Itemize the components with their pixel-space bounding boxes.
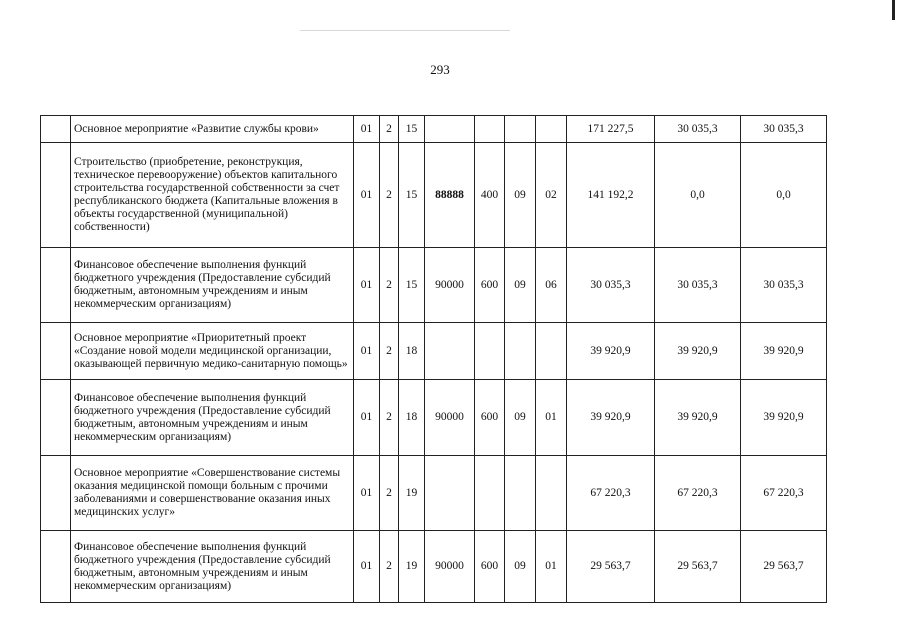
page-number: 293 [430, 62, 450, 77]
subsection-code: 02 [536, 143, 567, 248]
subprogram-code: 2 [380, 323, 399, 380]
subsection-code: 01 [536, 531, 567, 603]
table-row [41, 143, 827, 248]
amount-year-3: 30 035,3 [741, 116, 827, 143]
page-edge-mark [892, 0, 895, 20]
expense-type-code [475, 323, 505, 380]
subprogram-code: 2 [380, 380, 399, 456]
subprogram-code: 2 [380, 531, 399, 603]
amount-year-1: 171 227,5 [567, 116, 655, 143]
empty-lead-cell [41, 380, 71, 456]
empty-lead-cell [41, 531, 71, 603]
amount-year-1: 30 035,3 [567, 248, 655, 323]
empty-lead-cell [41, 143, 71, 248]
amount-year-1: 39 920,9 [567, 323, 655, 380]
expense-type-code: 600 [475, 248, 505, 323]
main-event-code: 15 [399, 143, 425, 248]
amount-year-3: 39 920,9 [741, 323, 827, 380]
section-code: 09 [505, 143, 536, 248]
amount-year-2: 0,0 [655, 143, 741, 248]
amount-year-3: 30 035,3 [741, 248, 827, 323]
table-row [41, 248, 827, 323]
expense-type-code: 600 [475, 380, 505, 456]
main-event-code: 15 [399, 116, 425, 143]
subsection-code: 06 [536, 248, 567, 323]
main-event-code: 18 [399, 380, 425, 456]
subsection-code [536, 116, 567, 143]
row-description: Строительство (приобретение, реконструкция, техническое перевооружение) объектов капитального строительства государственной собственности за счет республиканского бюджета (Капитальные вложения в объекты государственной (муниципальной) собственности) [71, 143, 354, 248]
direction-code: 88888 [425, 143, 475, 248]
expense-type-code: 400 [475, 143, 505, 248]
main-event-code: 19 [399, 531, 425, 603]
empty-lead-cell [41, 116, 71, 143]
subsection-code [536, 456, 567, 531]
amount-year-1: 29 563,7 [567, 531, 655, 603]
section-code [505, 116, 536, 143]
row-description: Основное мероприятие «Приоритетный проект «Создание новой модели медицинской организации, оказывающей первичную медико-санитарную помощь» [71, 323, 354, 380]
amount-year-1: 67 220,3 [567, 456, 655, 531]
table-row [41, 456, 827, 531]
section-code: 09 [505, 248, 536, 323]
section-code [505, 323, 536, 380]
amount-year-2: 39 920,9 [655, 323, 741, 380]
row-description: Основное мероприятие «Развитие службы крови» [71, 116, 354, 143]
subsection-code [536, 323, 567, 380]
empty-lead-cell [41, 323, 71, 380]
subprogram-code: 2 [380, 143, 399, 248]
expense-type-code [475, 456, 505, 531]
amount-year-3: 39 920,9 [741, 380, 827, 456]
direction-code: 90000 [425, 248, 475, 323]
subsection-code: 01 [536, 380, 567, 456]
amount-year-2: 39 920,9 [655, 380, 741, 456]
section-code [505, 456, 536, 531]
program-code: 01 [354, 531, 380, 603]
expense-type-code [475, 116, 505, 143]
amount-year-3: 0,0 [741, 143, 827, 248]
empty-lead-cell [41, 456, 71, 531]
table-row [41, 323, 827, 380]
amount-year-3: 29 563,7 [741, 531, 827, 603]
row-description: Финансовое обеспечение выполнения функций бюджетного учреждения (Предоставление субсидий бюджетным, автономным учреждениям и иным некоммерческим организациям) [71, 380, 354, 456]
direction-code: 90000 [425, 531, 475, 603]
main-event-code: 15 [399, 248, 425, 323]
faint-header-line [300, 30, 510, 31]
program-code: 01 [354, 380, 380, 456]
row-description: Основное мероприятие «Совершенствование системы оказания медицинской помощи больным с прочими заболеваниями и совершенствование оказания иных медицинских услуг» [71, 456, 354, 531]
table-body [41, 116, 827, 603]
expense-type-code: 600 [475, 531, 505, 603]
row-description: Финансовое обеспечение выполнения функций бюджетного учреждения (Предоставление субсидий бюджетным, автономным учреждениям и иным некоммерческим организациям) [71, 531, 354, 603]
amount-year-2: 30 035,3 [655, 248, 741, 323]
program-code: 01 [354, 143, 380, 248]
subprogram-code: 2 [380, 116, 399, 143]
table-row [41, 380, 827, 456]
amount-year-1: 39 920,9 [567, 380, 655, 456]
program-code: 01 [354, 248, 380, 323]
empty-lead-cell [41, 248, 71, 323]
subprogram-code: 2 [380, 456, 399, 531]
amount-year-2: 29 563,7 [655, 531, 741, 603]
table-row [41, 116, 827, 143]
subprogram-code: 2 [380, 248, 399, 323]
direction-code [425, 323, 475, 380]
amount-year-1: 141 192,2 [567, 143, 655, 248]
section-code: 09 [505, 531, 536, 603]
program-code: 01 [354, 116, 380, 143]
amount-year-2: 30 035,3 [655, 116, 741, 143]
amount-year-2: 67 220,3 [655, 456, 741, 531]
row-description: Финансовое обеспечение выполнения функций бюджетного учреждения (Предоставление субсидий бюджетным, автономным учреждениям и иным некоммерческим организациям) [71, 248, 354, 323]
program-code: 01 [354, 323, 380, 380]
direction-code: 90000 [425, 380, 475, 456]
budget-table [40, 115, 827, 603]
main-event-code: 18 [399, 323, 425, 380]
program-code: 01 [354, 456, 380, 531]
main-event-code: 19 [399, 456, 425, 531]
section-code: 09 [505, 380, 536, 456]
amount-year-3: 67 220,3 [741, 456, 827, 531]
direction-code [425, 456, 475, 531]
table-row [41, 531, 827, 603]
direction-code [425, 116, 475, 143]
